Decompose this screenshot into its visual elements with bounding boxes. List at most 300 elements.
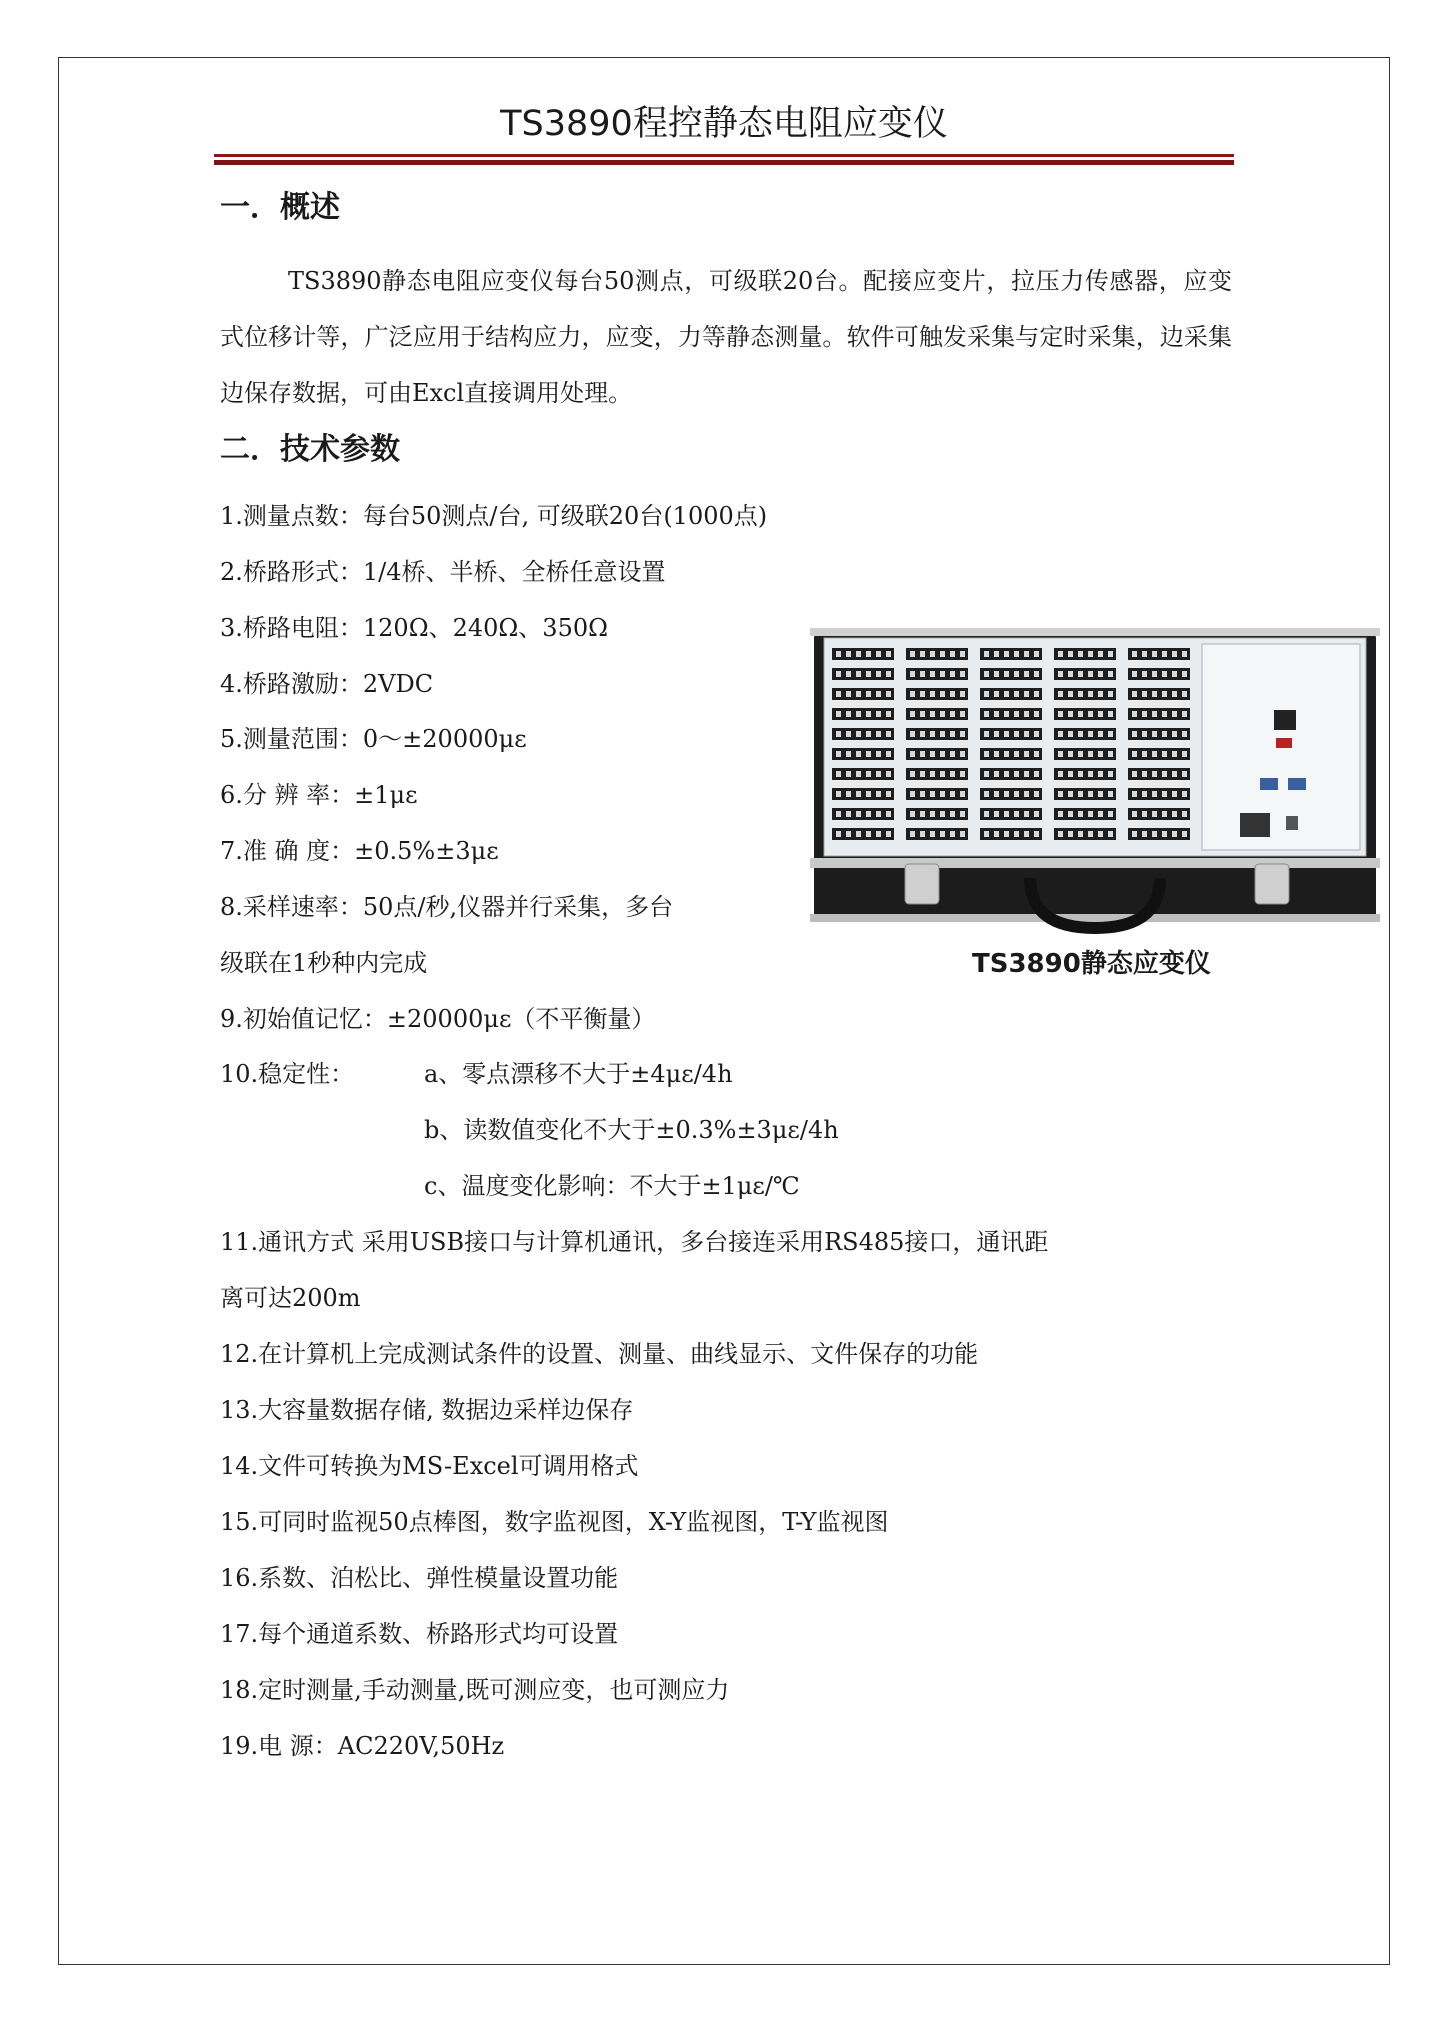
- terminal-screw: [910, 771, 915, 777]
- terminal-screw: [1068, 751, 1073, 757]
- terminal-screw: [836, 671, 841, 677]
- terminal-screw: [930, 691, 935, 697]
- terminal-screw: [876, 691, 881, 697]
- terminal-screw: [1132, 811, 1137, 817]
- terminal-screw: [1068, 651, 1073, 657]
- terminal-screw: [886, 731, 891, 737]
- terminal-screw: [1152, 671, 1157, 677]
- terminal-screw: [1152, 711, 1157, 717]
- terminal-block: [1054, 788, 1116, 800]
- terminal-screw: [1024, 731, 1029, 737]
- terminal-screw: [1088, 691, 1093, 697]
- terminal-screw: [1152, 731, 1157, 737]
- terminal-screw: [950, 791, 955, 797]
- title-rule-thick: [214, 160, 1234, 165]
- terminal-screw: [1034, 691, 1039, 697]
- terminal-screw: [1034, 671, 1039, 677]
- spec-item: 10.稳定性：: [220, 1060, 355, 1088]
- spec-subitem: c、温度变化影响：不大于±1με/℃: [424, 1172, 800, 1200]
- terminal-screw: [984, 831, 989, 837]
- terminal-screw: [1152, 771, 1157, 777]
- terminal-screw: [876, 811, 881, 817]
- terminal-screw: [920, 671, 925, 677]
- terminal-screw: [1172, 831, 1177, 837]
- page-title: TS3890程控静态电阻应变仪: [500, 104, 948, 144]
- terminal-screw: [866, 691, 871, 697]
- terminal-screw: [836, 711, 841, 717]
- terminal-screw: [846, 731, 851, 737]
- terminal-screw: [1132, 691, 1137, 697]
- terminal-screw: [930, 651, 935, 657]
- terminal-screw: [886, 691, 891, 697]
- terminal-screw: [1108, 651, 1113, 657]
- terminal-screw: [1058, 811, 1063, 817]
- terminal-screw: [866, 791, 871, 797]
- terminal-screw: [960, 751, 965, 757]
- terminal-screw: [846, 811, 851, 817]
- terminal-screw: [1014, 651, 1019, 657]
- terminal-screw: [876, 751, 881, 757]
- terminal-screw: [950, 771, 955, 777]
- terminal-screw: [910, 691, 915, 697]
- terminal-block: [1054, 768, 1116, 780]
- terminal-screw: [984, 791, 989, 797]
- spec-item: 级联在1秒种内完成: [220, 949, 428, 977]
- spec-item: 8.采样速率：50点/秒,仪器并行采集，多台: [220, 893, 674, 921]
- terminal-screw: [1152, 831, 1157, 837]
- terminal-screw: [1014, 751, 1019, 757]
- terminal-screw: [1004, 731, 1009, 737]
- terminal-screw: [960, 691, 965, 697]
- terminal-screw: [1004, 831, 1009, 837]
- terminal-screw: [920, 831, 925, 837]
- terminal-screw: [846, 651, 851, 657]
- terminal-screw: [950, 811, 955, 817]
- terminal-screw: [1004, 651, 1009, 657]
- terminal-screw: [1014, 691, 1019, 697]
- terminal-block: [1128, 668, 1190, 680]
- terminal-screw: [1172, 811, 1177, 817]
- terminal-screw: [984, 771, 989, 777]
- terminal-screw: [1098, 751, 1103, 757]
- terminal-block: [1128, 828, 1190, 840]
- terminal-screw: [1142, 791, 1147, 797]
- terminal-screw: [856, 691, 861, 697]
- terminal-screw: [1088, 751, 1093, 757]
- terminal-screw: [1078, 711, 1083, 717]
- terminal-screw: [1068, 711, 1073, 717]
- terminal-screw: [1088, 791, 1093, 797]
- terminal-screw: [1142, 731, 1147, 737]
- terminal-screw: [950, 671, 955, 677]
- terminal-screw: [1088, 831, 1093, 837]
- terminal-screw: [1098, 791, 1103, 797]
- terminal-screw: [1142, 811, 1147, 817]
- terminal-screw: [1004, 671, 1009, 677]
- terminal-screw: [1004, 711, 1009, 717]
- terminal-screw: [930, 751, 935, 757]
- terminal-screw: [1182, 711, 1187, 717]
- terminal-screw: [1004, 791, 1009, 797]
- terminal-screw: [1182, 811, 1187, 817]
- terminal-screw: [1142, 651, 1147, 657]
- terminal-screw: [1014, 731, 1019, 737]
- terminal-screw: [1034, 751, 1039, 757]
- terminal-screw: [930, 671, 935, 677]
- overview-text: TS3890静态电阻应变仪每台50测点，可级联20台。配接应变片，拉压力传感器，应变式位移计等，广泛应用于结构应力，应变，力等静态测量。软件可触发采集与定时采集，边采集边保存数据，可由Excl直接调用处理。: [220, 267, 1232, 407]
- terminal-screw: [1172, 731, 1177, 737]
- terminal-screw: [984, 671, 989, 677]
- terminal-screw: [1078, 691, 1083, 697]
- terminal-screw: [886, 791, 891, 797]
- terminal-screw: [1058, 691, 1063, 697]
- terminal-screw: [960, 651, 965, 657]
- terminal-screw: [1182, 731, 1187, 737]
- terminal-screw: [1162, 791, 1167, 797]
- terminal-screw: [920, 711, 925, 717]
- terminal-screw: [1162, 771, 1167, 777]
- terminal-screw: [1172, 691, 1177, 697]
- terminal-screw: [1098, 711, 1103, 717]
- terminal-screw: [1068, 771, 1073, 777]
- terminal-screw: [910, 731, 915, 737]
- terminal-block: [1128, 688, 1190, 700]
- terminal-screw: [984, 651, 989, 657]
- terminal-screw: [856, 771, 861, 777]
- spec-item: 13.大容量数据存储, 数据边采样边保存: [220, 1396, 634, 1424]
- terminal-screw: [1024, 771, 1029, 777]
- terminal-block: [1054, 648, 1116, 660]
- terminal-screw: [1108, 671, 1113, 677]
- spec-item: 12.在计算机上完成测试条件的设置、测量、曲线显示、文件保存的功能: [220, 1340, 979, 1368]
- terminal-screw: [1034, 651, 1039, 657]
- terminal-screw: [1014, 671, 1019, 677]
- terminal-screw: [1132, 791, 1137, 797]
- terminal-screw: [1078, 811, 1083, 817]
- spec-item: 11.通讯方式 采用USB接口与计算机通讯，多台接连采用RS485接口，通讯距: [220, 1228, 1049, 1256]
- terminal-screw: [984, 731, 989, 737]
- terminal-screw: [1182, 831, 1187, 837]
- spec-item: 4.桥路激励：2VDC: [220, 670, 434, 698]
- terminal-screw: [1058, 771, 1063, 777]
- terminal-block: [906, 708, 968, 720]
- terminal-screw: [846, 691, 851, 697]
- terminal-screw: [1162, 831, 1167, 837]
- terminal-screw: [950, 711, 955, 717]
- terminal-screw: [1078, 751, 1083, 757]
- terminal-screw: [856, 791, 861, 797]
- terminal-block: [832, 708, 894, 720]
- terminal-block: [980, 688, 1042, 700]
- terminal-screw: [1108, 791, 1113, 797]
- terminal-screw: [950, 831, 955, 837]
- terminal-screw: [876, 791, 881, 797]
- spec-item: 17.每个通道系数、桥路形式均可设置: [220, 1620, 619, 1648]
- terminal-screw: [836, 791, 841, 797]
- terminal-screw: [950, 651, 955, 657]
- terminal-screw: [1014, 791, 1019, 797]
- spec-item: 1.测量点数：每台50测点/台, 可级联20台(1000点): [220, 502, 768, 530]
- terminal-screw: [920, 731, 925, 737]
- terminal-screw: [920, 811, 925, 817]
- spec-subitem: b、读数值变化不大于±0.3%±3με/4h: [424, 1116, 839, 1144]
- terminal-screw: [886, 811, 891, 817]
- terminal-screw: [950, 751, 955, 757]
- terminal-screw: [836, 731, 841, 737]
- terminal-block: [906, 828, 968, 840]
- terminal-screw: [960, 771, 965, 777]
- terminal-screw: [950, 731, 955, 737]
- terminal-screw: [836, 651, 841, 657]
- terminal-screw: [866, 811, 871, 817]
- terminal-screw: [1058, 751, 1063, 757]
- terminal-screw: [1172, 751, 1177, 757]
- terminal-block: [1128, 748, 1190, 760]
- terminal-screw: [1034, 791, 1039, 797]
- terminal-screw: [910, 751, 915, 757]
- terminal-block: [906, 788, 968, 800]
- terminal-screw: [1142, 711, 1147, 717]
- terminal-screw: [846, 831, 851, 837]
- terminal-block: [832, 788, 894, 800]
- terminal-screw: [876, 771, 881, 777]
- terminal-block: [832, 728, 894, 740]
- spec-item: 离可达200m: [220, 1284, 361, 1312]
- terminal-block: [1128, 788, 1190, 800]
- terminal-screw: [1024, 831, 1029, 837]
- terminal-screw: [1162, 651, 1167, 657]
- terminal-screw: [1172, 771, 1177, 777]
- terminal-screw: [994, 751, 999, 757]
- terminal-screw: [856, 731, 861, 737]
- terminal-block: [832, 688, 894, 700]
- terminal-block: [1054, 828, 1116, 840]
- terminal-screw: [1024, 691, 1029, 697]
- terminal-screw: [994, 811, 999, 817]
- spec-subitem: a、零点漂移不大于±4με/4h: [424, 1060, 733, 1088]
- terminal-screw: [1004, 691, 1009, 697]
- terminal-screw: [836, 691, 841, 697]
- overview-paragraph: [220, 253, 1232, 421]
- terminal-screw: [940, 651, 945, 657]
- device-photo-icon: [810, 628, 1380, 938]
- terminal-screw: [940, 671, 945, 677]
- terminal-screw: [940, 711, 945, 717]
- terminal-block: [832, 768, 894, 780]
- terminal-screw: [1108, 751, 1113, 757]
- terminal-screw: [836, 771, 841, 777]
- terminal-screw: [1098, 831, 1103, 837]
- terminal-screw: [1182, 791, 1187, 797]
- terminal-screw: [1088, 671, 1093, 677]
- terminal-block: [1128, 648, 1190, 660]
- terminal-screw: [1034, 711, 1039, 717]
- terminal-screw: [1108, 731, 1113, 737]
- terminal-screw: [910, 811, 915, 817]
- terminal-screw: [886, 651, 891, 657]
- terminal-block: [906, 748, 968, 760]
- terminal-screw: [960, 671, 965, 677]
- terminal-screw: [1058, 711, 1063, 717]
- terminal-screw: [876, 651, 881, 657]
- terminal-screw: [920, 651, 925, 657]
- terminal-screw: [886, 711, 891, 717]
- terminal-screw: [1014, 711, 1019, 717]
- terminal-screw: [994, 711, 999, 717]
- terminal-screw: [1098, 771, 1103, 777]
- spec-item: 2.桥路形式：1/4桥、半桥、全桥任意设置: [220, 558, 666, 586]
- terminal-screw: [1024, 711, 1029, 717]
- terminal-screw: [1058, 651, 1063, 657]
- terminal-screw: [930, 791, 935, 797]
- terminal-screw: [1088, 731, 1093, 737]
- terminal-screw: [1132, 711, 1137, 717]
- terminal-screw: [1162, 671, 1167, 677]
- terminal-screw: [1108, 771, 1113, 777]
- terminal-screw: [1078, 671, 1083, 677]
- terminal-screw: [910, 711, 915, 717]
- spec-item: 16.系数、泊松比、弹性模量设置功能: [220, 1564, 619, 1592]
- terminal-screw: [1182, 651, 1187, 657]
- terminal-screw: [1098, 651, 1103, 657]
- terminal-screw: [1182, 771, 1187, 777]
- spec-item: 3.桥路电阻：120Ω、240Ω、350Ω: [220, 614, 609, 642]
- terminal-screw: [930, 831, 935, 837]
- terminal-screw: [930, 811, 935, 817]
- terminal-screw: [846, 671, 851, 677]
- terminal-screw: [866, 651, 871, 657]
- terminal-screw: [1108, 711, 1113, 717]
- terminal-screw: [1098, 671, 1103, 677]
- terminal-screw: [950, 691, 955, 697]
- terminal-screw: [886, 751, 891, 757]
- spec-item: 6.分 辨 率：±1με: [220, 781, 418, 809]
- terminal-screw: [1068, 831, 1073, 837]
- terminal-screw: [1162, 731, 1167, 737]
- terminal-screw: [984, 811, 989, 817]
- terminal-block: [980, 728, 1042, 740]
- terminal-screw: [930, 711, 935, 717]
- terminal-screw: [876, 731, 881, 737]
- spec-item: 19.电 源：AC220V,50Hz: [220, 1732, 505, 1760]
- terminal-screw: [1098, 691, 1103, 697]
- terminal-screw: [984, 711, 989, 717]
- terminal-screw: [856, 651, 861, 657]
- terminal-block: [832, 808, 894, 820]
- terminal-screw: [1024, 671, 1029, 677]
- terminal-screw: [886, 771, 891, 777]
- terminal-screw: [984, 751, 989, 757]
- terminal-screw: [994, 771, 999, 777]
- terminal-screw: [910, 671, 915, 677]
- terminal-screw: [1132, 751, 1137, 757]
- title-rule: [214, 154, 1234, 157]
- terminal-screw: [1068, 791, 1073, 797]
- terminal-screw: [876, 711, 881, 717]
- terminal-screw: [994, 671, 999, 677]
- terminal-screw: [940, 791, 945, 797]
- terminal-screw: [1108, 811, 1113, 817]
- terminal-screw: [1034, 731, 1039, 737]
- terminal-screw: [930, 731, 935, 737]
- terminal-screw: [866, 731, 871, 737]
- terminal-screw: [1068, 691, 1073, 697]
- terminal-block: [1054, 708, 1116, 720]
- terminal-screw: [1162, 751, 1167, 757]
- terminal-screw: [1132, 831, 1137, 837]
- terminal-screw: [1088, 711, 1093, 717]
- terminal-block: [980, 828, 1042, 840]
- terminal-screw: [920, 691, 925, 697]
- terminal-screw: [1172, 651, 1177, 657]
- spec-item: 15.可同时监视50点棒图，数字监视图，X-Y监视图，T-Y监视图: [220, 1508, 889, 1536]
- terminal-block: [906, 688, 968, 700]
- terminal-screw: [1108, 691, 1113, 697]
- terminal-screw: [1162, 691, 1167, 697]
- terminal-screw: [846, 771, 851, 777]
- terminal-block: [1128, 708, 1190, 720]
- terminal-screw: [1034, 831, 1039, 837]
- terminal-block: [980, 708, 1042, 720]
- terminal-block: [906, 648, 968, 660]
- spec-item: 14.文件可转换为MS-Excel可调用格式: [220, 1452, 639, 1480]
- terminal-screw: [1182, 691, 1187, 697]
- terminal-screw: [960, 711, 965, 717]
- terminal-screw: [1014, 831, 1019, 837]
- terminal-screw: [960, 731, 965, 737]
- terminal-screw: [1068, 671, 1073, 677]
- terminal-screw: [1172, 711, 1177, 717]
- terminal-screw: [984, 691, 989, 697]
- terminal-screw: [994, 731, 999, 737]
- terminal-block: [1054, 668, 1116, 680]
- terminal-screw: [1014, 811, 1019, 817]
- terminal-screw: [1078, 771, 1083, 777]
- terminal-screw: [1108, 831, 1113, 837]
- terminal-screw: [836, 811, 841, 817]
- terminal-block: [1054, 748, 1116, 760]
- terminal-block: [906, 768, 968, 780]
- terminal-screw: [1078, 731, 1083, 737]
- terminal-screw: [866, 771, 871, 777]
- terminal-screw: [940, 831, 945, 837]
- terminal-screw: [930, 771, 935, 777]
- terminal-screw: [920, 791, 925, 797]
- terminal-screw: [856, 831, 861, 837]
- terminal-screw: [910, 791, 915, 797]
- terminal-screw: [940, 811, 945, 817]
- terminal-screw: [1152, 691, 1157, 697]
- terminal-screw: [1152, 791, 1157, 797]
- terminal-screw: [846, 711, 851, 717]
- terminal-block: [980, 748, 1042, 760]
- terminal-screw: [1152, 651, 1157, 657]
- terminal-screw: [876, 831, 881, 837]
- terminal-screw: [994, 791, 999, 797]
- terminal-screw: [1162, 711, 1167, 717]
- terminal-screw: [856, 671, 861, 677]
- terminal-screw: [940, 771, 945, 777]
- terminal-screw: [836, 751, 841, 757]
- figure-caption: TS3890静态应变仪: [972, 949, 1211, 979]
- terminal-screw: [1024, 791, 1029, 797]
- section-heading-specs: 二．技术参数: [220, 432, 400, 467]
- terminal-block: [906, 808, 968, 820]
- terminal-screw: [1058, 791, 1063, 797]
- terminal-block: [832, 828, 894, 840]
- terminal-screw: [1034, 771, 1039, 777]
- terminal-screw: [1034, 811, 1039, 817]
